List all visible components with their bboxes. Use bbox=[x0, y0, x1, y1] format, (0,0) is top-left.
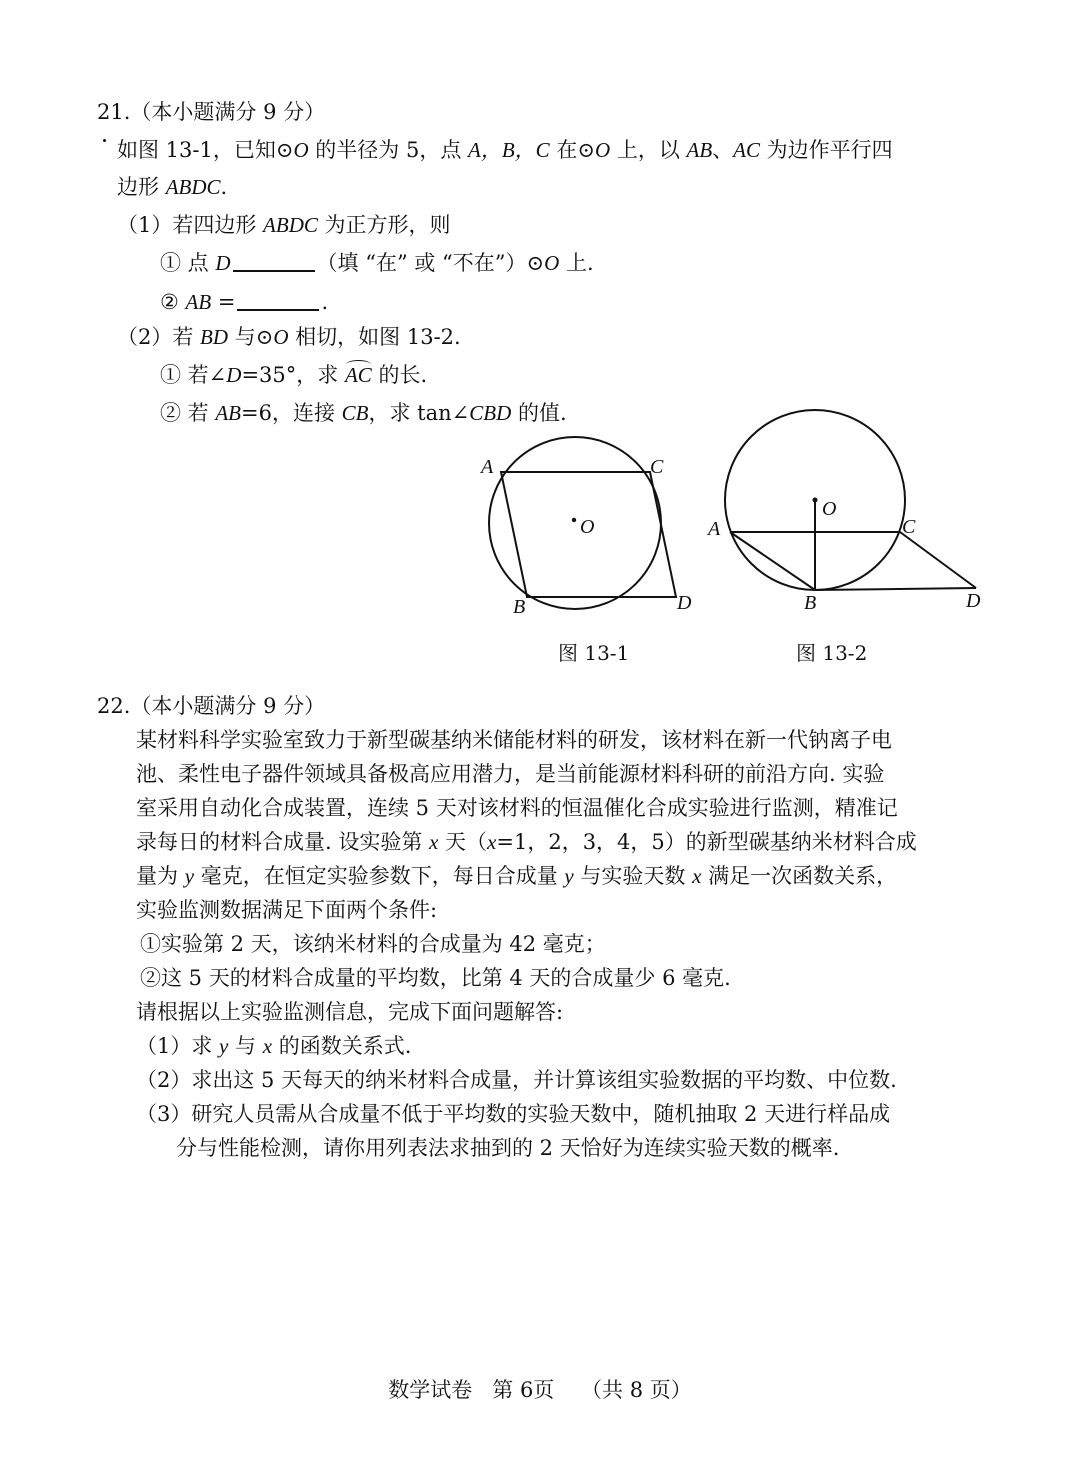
var: CBD bbox=[469, 401, 512, 425]
q21-part-2-ii bbox=[160, 398, 567, 428]
text: 上. bbox=[559, 251, 594, 275]
var: AC bbox=[733, 138, 760, 162]
var: x bbox=[262, 1034, 273, 1058]
text: 的函数关系式. bbox=[272, 1034, 412, 1058]
var: x bbox=[429, 830, 439, 854]
q21-header: 21.（本小题满分 9 分） bbox=[97, 100, 326, 124]
fig2-caption: 图 13-2 bbox=[796, 641, 868, 665]
fig1-label-b: B bbox=[513, 596, 526, 618]
text: ② 若 bbox=[160, 401, 216, 425]
fig2-label-d: D bbox=[966, 590, 981, 612]
fig2-label-a: A bbox=[708, 518, 721, 540]
text: 毫克，在恒定实验参数下，每日合成量 bbox=[194, 864, 565, 888]
circle-o bbox=[489, 437, 664, 609]
arc-ac: AC bbox=[345, 360, 372, 390]
text: 的长. bbox=[371, 363, 428, 387]
q22-line-3: 室采用自动化合成装置，连续 5 天对该材料的恒温催化合成实验进行监测，精准记 bbox=[136, 796, 898, 820]
fig1-caption: 图 13-1 bbox=[558, 641, 630, 665]
q22-subq-2: （2）求出这 5 天每天的纳米材料合成量，并计算该组实验数据的平均数、中位数. bbox=[136, 1068, 897, 1092]
figure-13-2 bbox=[700, 400, 990, 600]
segment-cd bbox=[900, 532, 976, 588]
text: =6，连接 bbox=[241, 401, 342, 425]
text: = bbox=[211, 290, 236, 314]
text: ，求 tan∠ bbox=[368, 401, 470, 425]
segment-bd bbox=[815, 588, 976, 590]
answer-blank bbox=[233, 250, 315, 272]
q22-condition-2: ②这 5 天的材料合成量的平均数，比第 4 天的合成量少 6 毫克. bbox=[140, 966, 731, 990]
var: y bbox=[219, 1034, 229, 1058]
q22-subq-3a: （3）研究人员需从合成量不低于平均数的实验天数中，随机抽取 2 天进行样品成 bbox=[136, 1102, 891, 1126]
var: x bbox=[487, 830, 497, 854]
var: BD bbox=[200, 325, 229, 349]
fig1-label-o: O bbox=[580, 516, 595, 538]
text: =35°，求 bbox=[241, 363, 345, 387]
text: 的值. bbox=[511, 401, 567, 425]
center-dot bbox=[572, 518, 576, 522]
q21-part-2-i bbox=[160, 360, 427, 390]
fig2-label-c: C bbox=[902, 516, 916, 538]
text: 相切，如图 13-2. bbox=[288, 325, 461, 349]
q21-part-1 bbox=[117, 210, 451, 240]
var: y bbox=[184, 864, 195, 888]
q22-line-6: 实验监测数据满足下面两个条件: bbox=[136, 898, 438, 922]
var: CB bbox=[341, 401, 369, 425]
text: 与 bbox=[228, 1034, 263, 1058]
stray-mark bbox=[103, 139, 106, 142]
q21-part-2 bbox=[117, 322, 461, 352]
text: 与实验天数 bbox=[573, 864, 693, 888]
var: y bbox=[564, 864, 574, 888]
text: ② bbox=[160, 290, 186, 314]
q21-part-1-ii bbox=[160, 287, 328, 317]
answer-blank bbox=[237, 289, 319, 311]
text: 为正方形，则 bbox=[317, 213, 451, 237]
q22-subq-1 bbox=[136, 1031, 411, 1061]
q21-intro-line-2 bbox=[117, 172, 227, 202]
var: D bbox=[215, 251, 231, 275]
center-dot bbox=[813, 498, 818, 503]
var: O bbox=[273, 325, 289, 349]
q22-line-5 bbox=[136, 861, 897, 891]
fig2-label-o: O bbox=[822, 498, 837, 520]
text: 天（ bbox=[438, 830, 488, 854]
q22-line-1: 某材料科学实验室致力于新型碳基纳米储能材料的研发，该材料在新一代钠离子电 bbox=[136, 728, 892, 752]
q22-line-2: 池、柔性电子器件领域具备极高应用潜力，是当前能源材料科研的前沿方向. 实验 bbox=[136, 762, 885, 786]
fig1-label-d: D bbox=[677, 592, 692, 614]
text: 的半径为 5，点 bbox=[308, 138, 469, 162]
fig2-label-b: B bbox=[804, 592, 817, 614]
text: . bbox=[321, 290, 329, 314]
text: （2）若 bbox=[117, 325, 201, 349]
text: 量为 bbox=[136, 864, 185, 888]
segment-ab bbox=[730, 532, 815, 590]
var: O bbox=[594, 138, 611, 162]
text: （1）若四边形 bbox=[117, 213, 264, 237]
text: 与⊙ bbox=[228, 325, 274, 349]
var: A，B，C bbox=[468, 138, 550, 162]
q22-line-7: 请根据以上实验监测信息，完成下面问题解答: bbox=[136, 1000, 564, 1024]
text: ① 若∠ bbox=[160, 363, 227, 387]
text: 、 bbox=[712, 138, 734, 162]
text: （1）求 bbox=[136, 1034, 220, 1058]
var: AB bbox=[686, 138, 713, 162]
text: 上，以 bbox=[610, 138, 687, 162]
q22-line-4 bbox=[136, 827, 917, 857]
text: 如图 13-1，已知⊙ bbox=[117, 138, 294, 162]
q21-part-1-i bbox=[160, 248, 594, 278]
var: O bbox=[293, 138, 309, 162]
text: 在⊙ bbox=[549, 138, 595, 162]
text: 边形 bbox=[117, 175, 166, 199]
fig1-label-c: C bbox=[650, 456, 664, 478]
var: AB bbox=[185, 290, 212, 314]
var: ABDC bbox=[263, 213, 318, 237]
fig1-label-a: A bbox=[481, 456, 494, 478]
text: （填 “在” 或 “不在”）⊙ bbox=[316, 251, 545, 275]
text: =1，2，3，4，5）的新型碳基纳米材料合成 bbox=[496, 830, 917, 854]
q21-intro-line-1 bbox=[117, 135, 893, 165]
text: . bbox=[220, 175, 228, 199]
var: O bbox=[544, 251, 560, 275]
text: ① 点 bbox=[160, 251, 216, 275]
var: D bbox=[226, 363, 242, 387]
q22-subq-3b: 分与性能检测，请你用列表法求抽到的 2 天恰好为连续实验天数的概率. bbox=[176, 1136, 840, 1160]
text: 满足一次函数关系， bbox=[701, 864, 898, 888]
text: 为边作平行四 bbox=[760, 138, 893, 162]
q22-header: 22.（本小题满分 9 分） bbox=[97, 694, 326, 718]
page-footer: 数学试卷 第 6页 （共 8 页） bbox=[388, 1378, 692, 1402]
q22-condition-1: ①实验第 2 天，该纳米材料的合成量为 42 毫克； bbox=[140, 932, 606, 956]
var: AB bbox=[215, 401, 242, 425]
text: 录每日的材料合成量. 设实验第 bbox=[136, 830, 430, 854]
var: x bbox=[692, 864, 702, 888]
var: ABDC bbox=[165, 175, 221, 199]
